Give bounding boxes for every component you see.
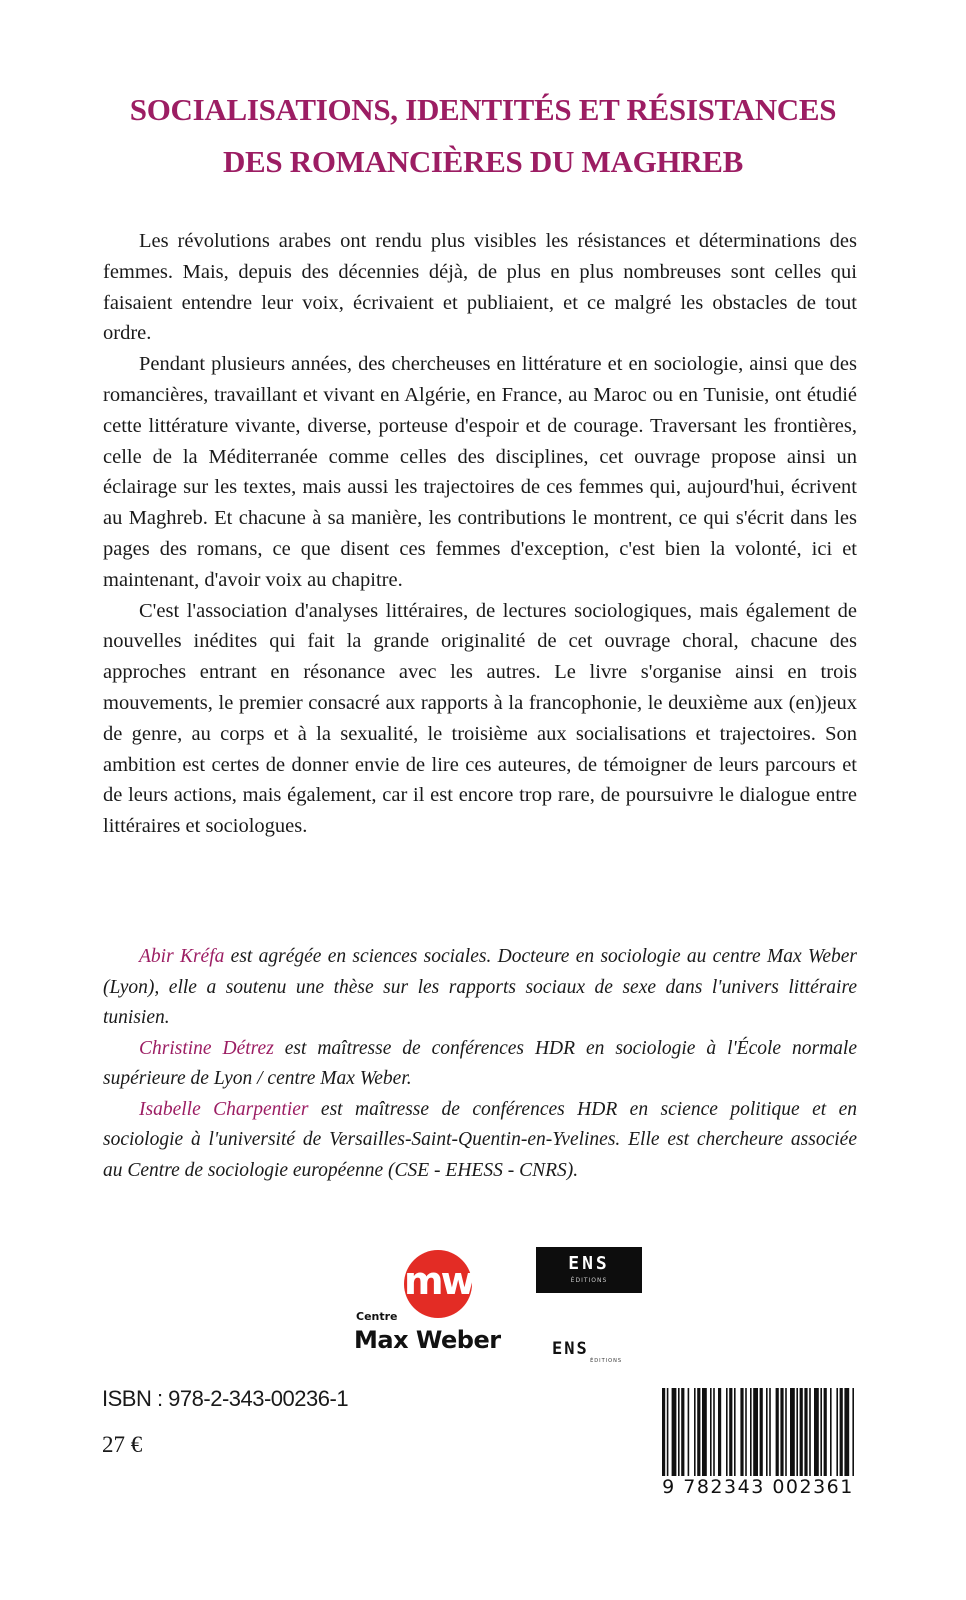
barcode-bar	[740, 1388, 743, 1480]
author-bio	[103, 1034, 857, 1095]
barcode-bar	[672, 1388, 677, 1480]
barcode-bar	[844, 1388, 849, 1480]
barcode	[658, 1388, 858, 1500]
price: 27 €	[102, 1432, 143, 1457]
barcode-bar	[820, 1388, 822, 1480]
barcode-bar	[729, 1388, 732, 1480]
ens-editions-logo-dark	[536, 1247, 642, 1293]
barcode-bar	[667, 1388, 669, 1480]
author-bio	[103, 1095, 857, 1187]
ens-mark: ENS	[552, 1339, 589, 1359]
barcode-bar	[804, 1388, 807, 1480]
barcode-bar	[726, 1388, 728, 1480]
barcode-bar	[710, 1388, 712, 1480]
barcode-bar	[852, 1388, 854, 1480]
ens-sub: ÉDITIONS	[570, 1277, 608, 1284]
ens-editions-logo-light	[552, 1340, 622, 1370]
barcode-bar	[688, 1388, 690, 1480]
barcode-bar	[830, 1388, 832, 1480]
title-line-1: SOCIALISATIONS, IDENTITÉS ET RÉSISTANCES	[129, 92, 837, 127]
barcode-bar	[702, 1388, 707, 1480]
blurb-paragraph: Les révolutions arabes ont rendu plus visibles les résistances et déterminations des femmes. Mais, depuis des décennies déjà, de plus en plus nombreuses sont celles qui faisaient entendre leur voix, écrivaient et publiaient, et ce malgré les obstacles de tout ordre.	[103, 230, 857, 345]
author-name: Christine Détrez	[139, 1037, 274, 1059]
blurb-paragraph: Pendant plusieurs années, des chercheuses en littérature et en sociologie, ainsi que des romancières, travaillant et vivant en Algérie, en France, au Maroc ou en Tunisie, ont étudié cette littérature vivante, diverse, porteuse d'espoir et de courage. Traversant les frontières, celle de la Méditerranée comme celles des disciplines, cet ouvrage propose ainsi un éclairage sur les textes, mais aussi les trajectoires de ces femmes qui, aujourd'hui, écrivent au Maghreb. Et chacune à sa manière, les contributions le montrent, ce qui s'écrit dans les pages des romans, ce que disent ces femmes d'exception, c'est bien la volonté, ici et maintenant, d'avoir voix au chapitre.	[103, 353, 857, 591]
isbn-number: ISBN : 978-2-343-00236-1	[102, 1386, 349, 1411]
barcode-bar	[697, 1388, 700, 1480]
barcode-bar	[814, 1388, 819, 1480]
author-bio-text: est agrégée en sciences sociales. Docteure en sociologie au centre Max Weber (Lyon), elle a soutenu une thèse sur les rapports sociaux de sexe dans l'univers littéraire tunisien.	[103, 946, 857, 1028]
barcode-bar	[662, 1388, 665, 1480]
barcode-bars-icon	[658, 1388, 858, 1480]
book-title	[60, 84, 906, 188]
barcode-bar	[769, 1388, 771, 1480]
barcode-bar	[753, 1388, 758, 1480]
barcode-bar	[790, 1388, 795, 1480]
barcode-bar	[713, 1388, 715, 1480]
barcode-digits: 9 782343 002361	[658, 1476, 858, 1498]
author-bio-text: est maîtresse de conférences HDR en sociologie à l'École normale supérieure de Lyon / centre Max Weber.	[103, 1037, 857, 1089]
author-name: Abir Kréfa	[139, 946, 225, 967]
barcode-bar	[796, 1388, 798, 1480]
blurb-paragraph: C'est l'association d'analyses littéraires, de lectures sociologiques, mais également de nouvelles inédites qui fait la grande originalité de cet ouvrage choral, chacune des approches entrant en résonance avec les autres. Le livre s'organise ainsi en trois mouvements, le premier consacré aux rapports à la francophonie, le deuxième aux (en)jeux de genre, au corps et à la sexualité, le troisième aux socialisations et trajectoires. Son ambition est certes de donner envie de lire ces auteures, de témoigner de leurs parcours et de leurs actions, mais également, car il est encore trop rare, de poursuivre le dialogue entre littéraires et sociologues.	[103, 599, 857, 838]
back-cover-blurb	[103, 226, 857, 842]
author-bios	[103, 942, 857, 1186]
barcode-bar	[766, 1388, 768, 1480]
ens-sub: ÉDITIONS	[590, 1358, 622, 1364]
author-name: Isabelle Charpentier	[139, 1098, 309, 1120]
barcode-bar	[840, 1388, 843, 1480]
barcode-bar	[718, 1388, 721, 1480]
barcode-bar	[824, 1388, 827, 1480]
logo-max-weber-label: Max Weber	[354, 1326, 501, 1354]
title-line-2: DES ROMANCIÈRES DU MAGHREB	[222, 144, 744, 179]
barcode-bar	[809, 1388, 811, 1480]
barcode-bar	[678, 1388, 680, 1480]
max-weber-mark-icon: mw	[404, 1250, 472, 1318]
centre-max-weber-logo	[352, 1250, 508, 1360]
barcode-bar	[694, 1388, 696, 1480]
author-bio-text: est maîtresse de conférences HDR en science politique et en sociologie à l'université de Versailles-Saint-Quentin-en-Yvelines. Elle est chercheure associée au Centre de sociologie européenne (CSE - EHESS - CNRS).	[103, 1098, 857, 1181]
author-bio	[103, 942, 857, 1034]
barcode-bar	[760, 1388, 763, 1480]
ens-mark: ENS	[568, 1253, 610, 1274]
barcode-bar	[681, 1388, 684, 1480]
barcode-bar	[734, 1388, 736, 1480]
barcode-bar	[750, 1388, 752, 1480]
barcode-bar	[780, 1388, 783, 1480]
barcode-bar	[776, 1388, 779, 1480]
barcode-bar	[745, 1388, 747, 1480]
logo-centre-label: Centre	[356, 1310, 398, 1323]
barcode-bar	[800, 1388, 803, 1480]
barcode-bar	[836, 1388, 838, 1480]
barcode-bar	[785, 1388, 787, 1480]
